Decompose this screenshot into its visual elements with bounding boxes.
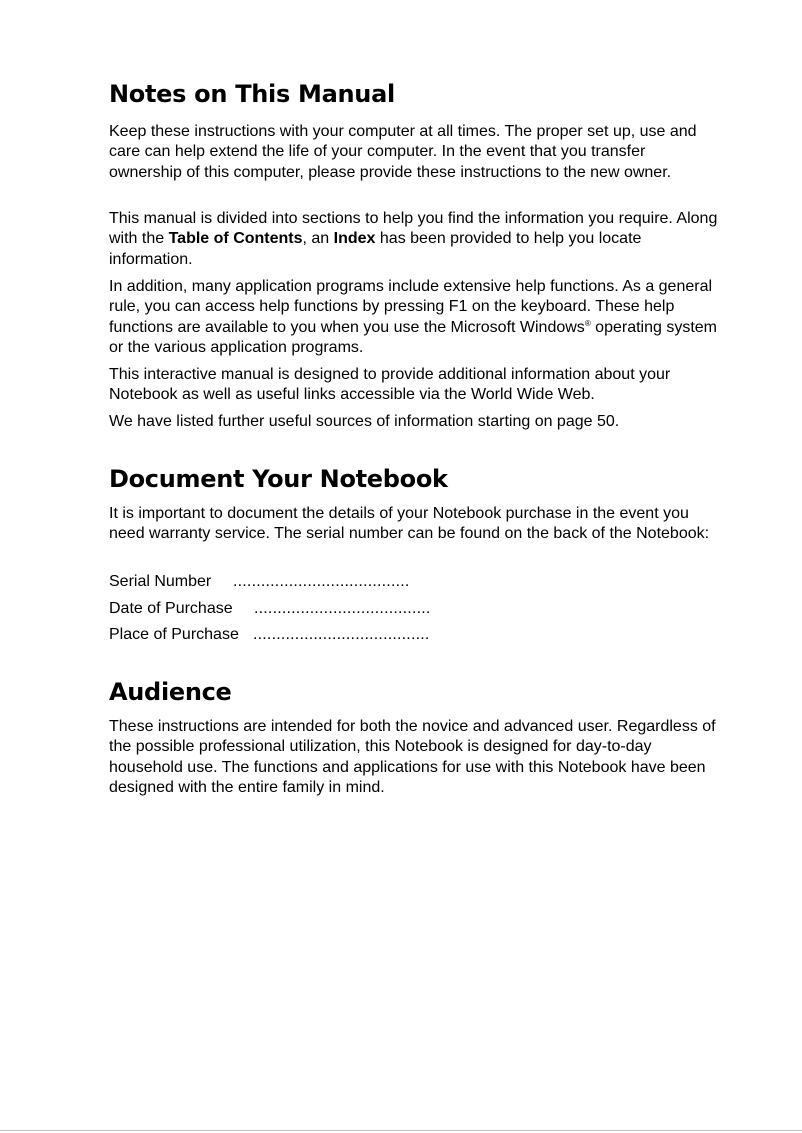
index-term: Index — [333, 230, 376, 248]
notes-paragraph-2-text-b: , an — [302, 230, 334, 248]
date-of-purchase-field — [109, 599, 431, 619]
document-paragraph-1: It is important to document the details of your Notebook purchase in the event you need warranty service. The serial number can be found on the back of the Notebook: — [109, 505, 710, 543]
serial-number-label: Serial Number — [109, 573, 212, 590]
serial-number-field — [109, 572, 410, 592]
place-of-purchase-dots: ...................................... — [253, 626, 430, 643]
date-of-purchase-dots: ...................................... — [254, 600, 431, 617]
notes-paragraph-4: This interactive manual is designed to provide additional information about your Notebook as well as useful links accessible via the World Wide Web. — [109, 366, 671, 404]
audience-heading: Audience — [109, 678, 232, 706]
table-of-contents-term: Table of Contents — [168, 230, 303, 248]
page-bottom-rule — [0, 1130, 802, 1131]
date-of-purchase-label: Date of Purchase — [109, 600, 233, 617]
document-heading: Document Your Notebook — [109, 465, 448, 493]
notes-heading: Notes on This Manual — [109, 80, 395, 108]
notes-paragraph-3-text-b: operating system or the various application programs. — [109, 318, 717, 357]
notes-paragraph-1: Keep these instructions with your computer at all times. The proper set up, use and care can help extend the life of your computer. In the event that you transfer ownership of this computer, please provide these instructions to the new owner. — [109, 123, 697, 181]
serial-number-dots: ...................................... — [233, 573, 410, 590]
notes-paragraph-5: We have listed further useful sources of information starting on page 50. — [109, 413, 620, 430]
notes-paragraph-2-text-a: This manual is divided into sections to help you find the information you require. Along with the — [109, 210, 718, 248]
audience-paragraph-1: These instructions are intended for both the novice and advanced user. Regardless of the possible professional utilization, this Notebook is designed for day-to-day household use. The functions and applications for use with this Notebook have been designed with the entire family in mind. — [109, 718, 716, 797]
registered-mark: ® — [584, 318, 591, 328]
notes-paragraph-2-text-c: has been provided to help you locate information. — [109, 230, 642, 268]
notes-paragraph-2 — [109, 209, 721, 270]
place-of-purchase-field — [109, 625, 430, 645]
notes-paragraph-3 — [109, 277, 721, 359]
place-of-purchase-label: Place of Purchase — [109, 626, 239, 643]
notes-paragraph-3-text-a: In addition, many application programs include extensive help functions. As a general rule, you can access help functions by pressing F1 on the keyboard. These help functions are available to you when you use the Microsoft Windows — [109, 278, 713, 336]
